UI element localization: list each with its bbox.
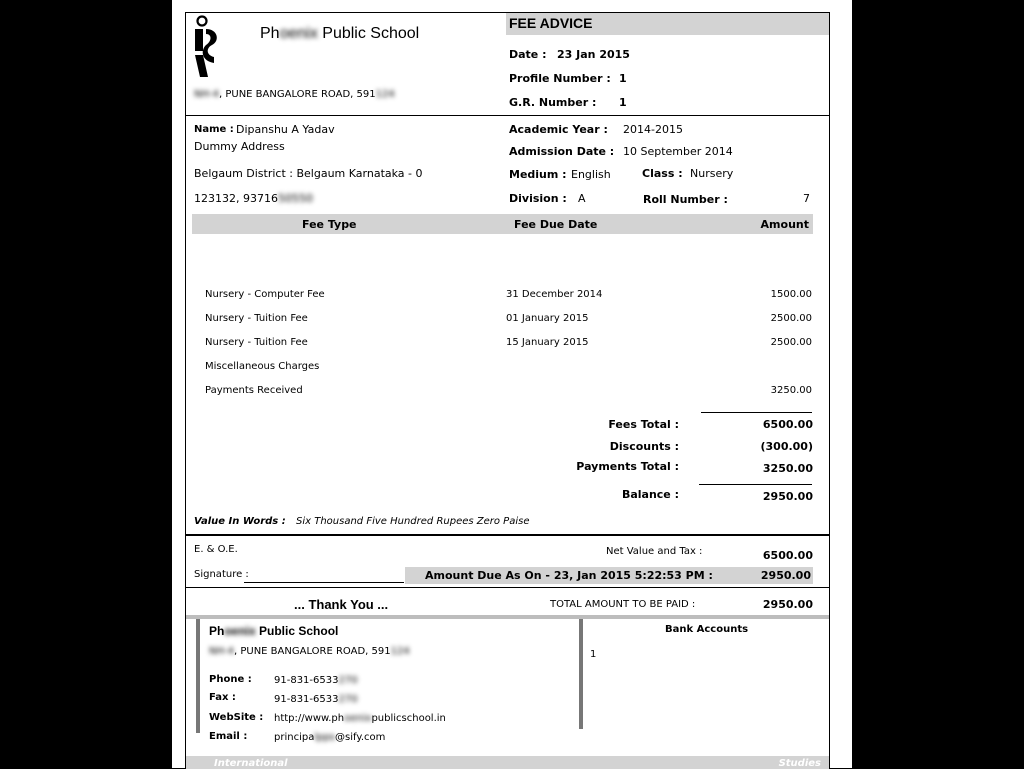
balance-divider	[699, 484, 812, 485]
academic-year-value: 2014-2015	[623, 123, 683, 136]
divider	[186, 587, 829, 588]
student-phone: 123132, 9371650550	[194, 192, 313, 205]
fee-row-type: Nursery - Tuition Fee	[205, 337, 308, 348]
fees-total-value: 6500.00	[762, 418, 813, 431]
contact-right-border	[579, 619, 583, 729]
bank-accounts-title: Bank Accounts	[665, 624, 749, 635]
net-value-label: Net Value and Tax :	[606, 546, 703, 557]
fee-table-header	[192, 214, 813, 234]
division-value: A	[578, 192, 586, 205]
admission-date-label: Admission Date :	[509, 145, 615, 158]
division-label: Division :	[509, 192, 567, 205]
school-name: Phoenix Public School	[260, 25, 420, 42]
admission-date-value: 10 September 2014	[623, 145, 733, 158]
divider	[186, 115, 829, 116]
fee-row-type: Nursery - Computer Fee	[205, 289, 325, 300]
fax-label: Fax :	[209, 692, 236, 703]
fee-row-amount: 3250.00	[770, 385, 812, 396]
bank-accounts-value: 1	[590, 649, 597, 660]
contact-school-name: Phoenix Public School	[209, 624, 339, 638]
fee-advice-header	[506, 13, 829, 35]
email-link[interactable]: principalpps@sify.com	[274, 732, 386, 743]
date-label: Date :	[509, 48, 547, 61]
roll-number-label: Roll Number :	[643, 193, 728, 206]
academic-year-label: Academic Year :	[509, 123, 608, 136]
net-value: 6500.00	[762, 549, 813, 562]
bottom-banner-right: Studies	[778, 758, 821, 769]
payments-total-label: Payments Total :	[576, 460, 679, 473]
gr-number-label: G.R. Number :	[509, 96, 597, 109]
date-value: 23 Jan 2015	[557, 48, 630, 61]
fee-advice-document	[185, 12, 830, 769]
fee-row-type: Payments Received	[205, 385, 303, 396]
class-value: Nursery	[690, 167, 734, 180]
gr-number-value: 1	[619, 96, 627, 109]
student-address-line1: Dummy Address	[194, 140, 285, 153]
fee-row-date: 31 December 2014	[506, 289, 603, 300]
website-label: WebSite :	[209, 712, 264, 723]
eoe-text: E. & O.E.	[194, 544, 238, 555]
fee-type-header: Fee Type	[302, 218, 357, 231]
value-in-words: Six Thousand Five Hundred Rupees Zero Paise	[296, 516, 530, 527]
fee-advice-title: FEE ADVICE	[509, 15, 593, 31]
student-address-line2: Belgaum District : Belgaum Karnataka - 0	[194, 167, 423, 180]
divider	[186, 615, 829, 619]
roll-number-value: 7	[803, 192, 810, 205]
discounts-value: (300.00)	[760, 440, 813, 453]
contact-left-border	[196, 619, 200, 733]
fee-row-amount: 1500.00	[770, 289, 812, 300]
fees-total-label: Fees Total :	[608, 418, 679, 431]
total-paid-value: 2950.00	[762, 598, 813, 611]
balance-value: 2950.00	[762, 490, 813, 503]
school-logo-icon	[192, 15, 222, 77]
amount-due-label: Amount Due As On - 23, Jan 2015 5:22:53 PM :	[425, 569, 713, 582]
discounts-label: Discounts :	[609, 440, 679, 453]
fee-row-date: 01 January 2015	[506, 313, 589, 324]
total-paid-label: TOTAL AMOUNT TO BE PAID :	[550, 599, 696, 610]
fax-value: 91-831-6533270	[274, 694, 358, 705]
signature-label: Signature :	[194, 569, 249, 580]
fee-row-type: Nursery - Tuition Fee	[205, 313, 308, 324]
value-in-words-label: Value In Words :	[194, 516, 286, 527]
phone-label: Phone :	[209, 674, 252, 685]
profile-number-value: 1	[619, 72, 627, 85]
website-link[interactable]: http://www.phoenixpublicschool.in	[274, 713, 446, 724]
school-address: NH-4, PUNE BANGALORE ROAD, 591124	[194, 89, 395, 100]
fee-row-amount: 2500.00	[770, 313, 812, 324]
fee-row-type: Miscellaneous Charges	[205, 361, 320, 372]
phone-value: 91-831-6533270	[274, 675, 358, 686]
fee-row-amount: 2500.00	[770, 337, 812, 348]
profile-number-label: Profile Number :	[509, 72, 611, 85]
contact-school-address: NH-4, PUNE BANGALORE ROAD, 591124	[209, 646, 410, 657]
amount-due-value: 2950.00	[760, 569, 811, 582]
email-label: Email :	[209, 731, 248, 742]
bottom-banner	[186, 756, 829, 769]
balance-label: Balance :	[621, 488, 679, 501]
fee-due-date-header: Fee Due Date	[514, 218, 598, 231]
medium-value: English	[571, 168, 611, 181]
thank-you-text: ... Thank You ...	[294, 597, 389, 612]
student-name-value: Dipanshu A Yadav	[236, 123, 335, 136]
signature-line	[244, 582, 404, 583]
amount-due-bar	[405, 567, 813, 584]
bottom-banner-left: International	[214, 758, 288, 769]
medium-label: Medium :	[509, 168, 567, 181]
divider	[186, 534, 829, 536]
fee-row-date: 15 January 2015	[506, 337, 589, 348]
totals-divider	[701, 412, 812, 413]
amount-header: Amount	[760, 218, 809, 231]
student-name-label: Name :	[194, 124, 234, 135]
class-label: Class :	[642, 167, 683, 180]
payments-total-value: 3250.00	[762, 462, 813, 475]
